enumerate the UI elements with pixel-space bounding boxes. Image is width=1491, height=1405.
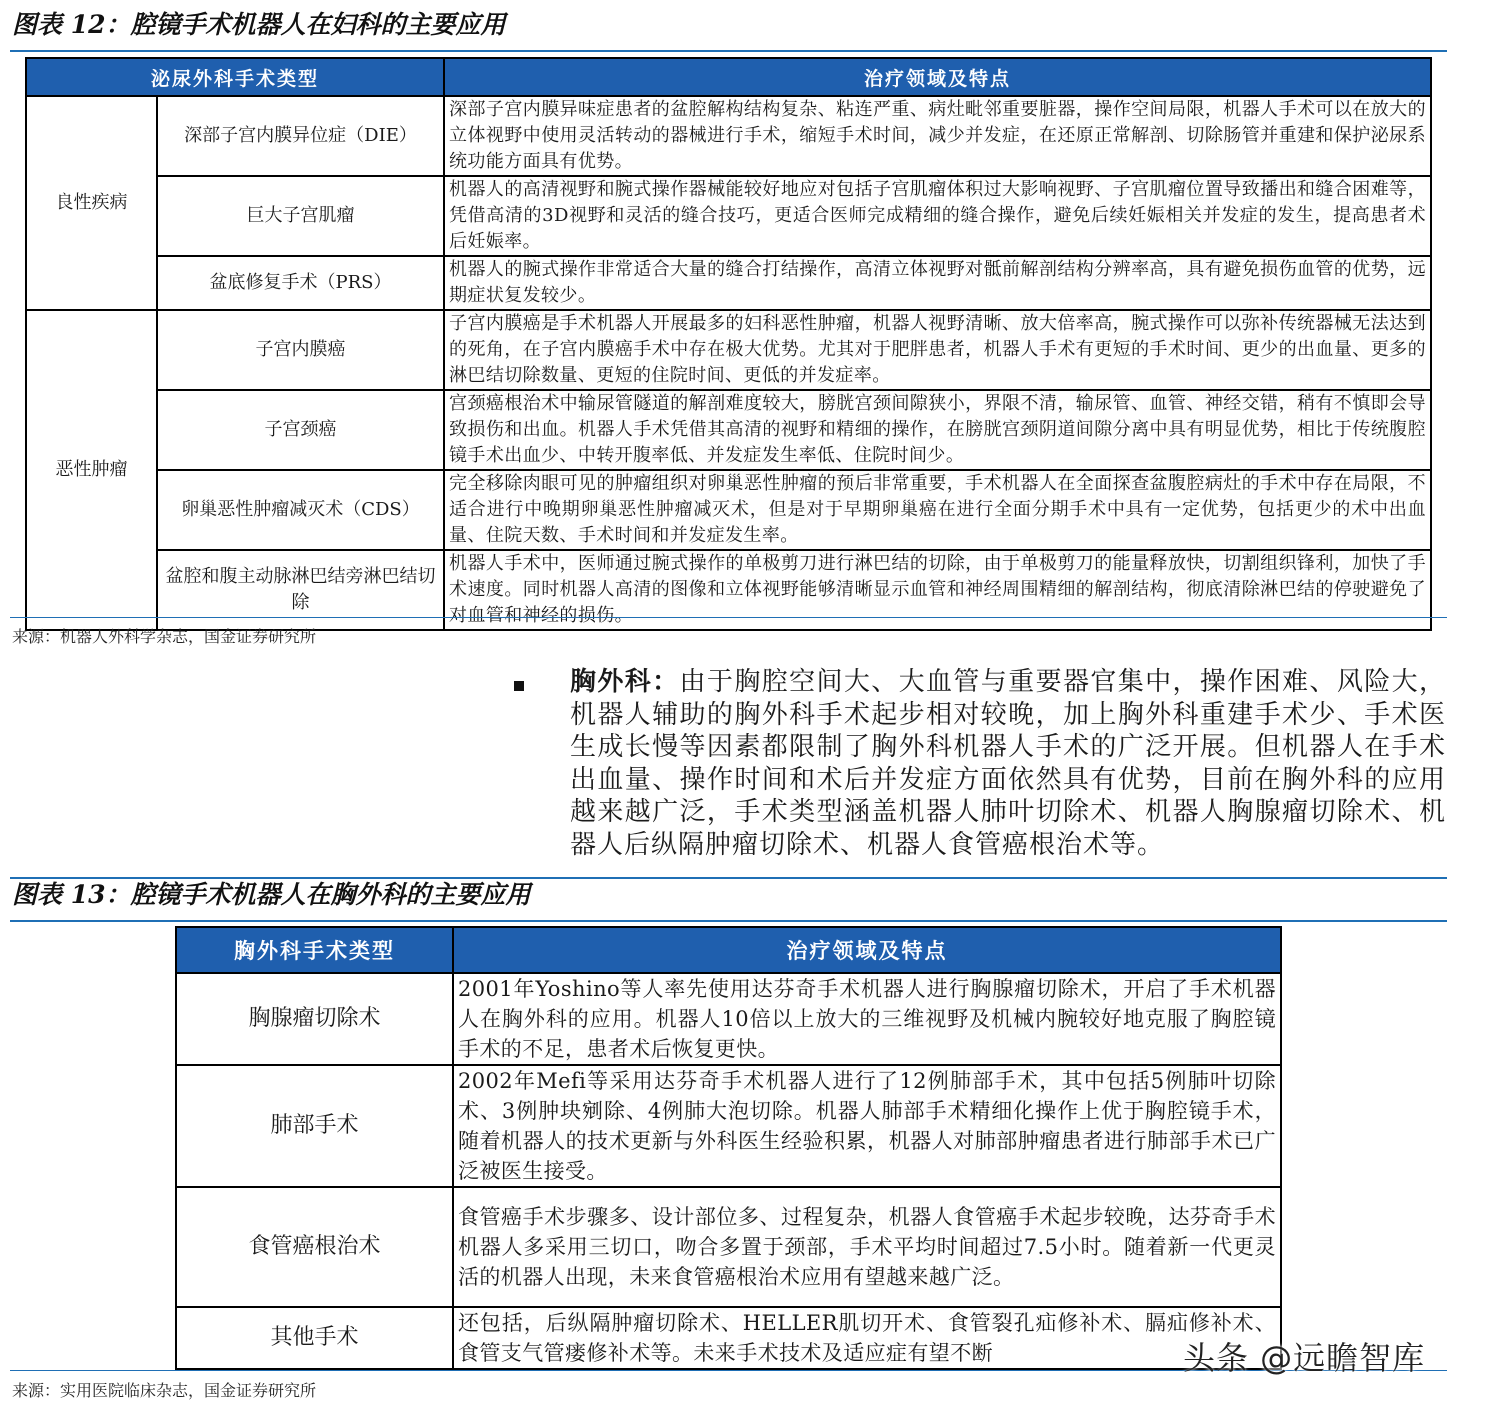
paragraph-text: 由于胸腔空间大、大血管与重要器官集中，操作困难、风险大，机器人辅助的胸外科手术起步相对较晚，加上胸外科重建手术少、手术医生成长慢等因素都限制了胸外科机器人手术的广泛开展。但机器人在手术出血量、操作时间和术后并发症方面依然具有优势，目前在胸外科的应用越来越广泛，手术类型涵盖机器人肺叶切除术、机器人胸腺瘤切除术、机器人后纵隔肿瘤切除术、机器人食管癌根治术等。 <box>570 667 1446 860</box>
category-benign: 良性疾病 <box>26 96 157 310</box>
surgery-name: 卵巢恶性肿瘤减灭术（CDS） <box>157 470 444 550</box>
table-header-features: 治疗领域及特点 <box>444 58 1431 96</box>
surgery-name: 盆底修复手术（PRS） <box>157 256 444 310</box>
surgery-name: 子宫颈癌 <box>157 390 444 470</box>
category-malignant: 恶性肿瘤 <box>26 310 157 630</box>
thoracic-paragraph <box>570 666 1446 861</box>
figure-12-bottom-rule <box>10 617 1447 618</box>
table-row <box>26 550 1431 630</box>
surgery-desc: 子宫内膜癌是手术机器人开展最多的妇科恶性肿瘤，机器人视野清晰、放大倍率高，腕式操作可以弥补传统器械无法达到的死角，在子宫内膜癌手术中存在极大优势。尤其对于肥胖患者，机器人手术有更短的手术时间、更少的出血量、更多的淋巴结切除数量、更短的住院时间、更低的并发症率。 <box>444 310 1431 390</box>
table-header-features: 治疗领域及特点 <box>453 927 1281 973</box>
table-row <box>176 1187 1281 1307</box>
surgery-desc: 2002年Mefi等采用达芬奇手术机器人进行了12例肺部手术，其中包括5例肺叶切除术、3例肿块剜除、4例肺大泡切除。机器人肺部手术精细化操作上优于胸腔镜手术，随着机器人的技术更新与外科医生经验积累，机器人对肺部肿瘤患者进行肺部手术已广泛被医生接受。 <box>453 1065 1281 1187</box>
figure-12-top-rule <box>10 50 1447 52</box>
surgery-desc: 机器人的腕式操作非常适合大量的缝合打结操作，高清立体视野对骶前解剖结构分辨率高，具有避免损伤血管的优势，远期症状复发较少。 <box>444 256 1431 310</box>
figure-12-source: 来源：机器人外科学杂志，国金证券研究所 <box>12 627 317 646</box>
surgery-desc: 完全移除肉眼可见的肿瘤组织对卵巢恶性肿瘤的预后非常重要，手术机器人在全面探查盆腹腔病灶的手术中存在局限，不适合进行中晚期卵巢恶性肿瘤减灭术，但是对于早期卵巢癌在进行全面分期手术中具有一定优势，包括更少的术中出血量、住院天数、手术时间和并发症发生率。 <box>444 470 1431 550</box>
figure-13-source: 来源：实用医院临床杂志，国金证券研究所 <box>12 1381 317 1400</box>
surgery-desc: 宫颈癌根治术中输尿管隧道的解剖难度较大，膀胱宫颈间隙狭小，界限不清，输尿管、血管、神经交错，稍有不慎即会导致损伤和出血。机器人手术凭借其高清的视野和精细的操作，在膀胱宫颈阴道间隙分离中具有明显优势，相比于传统腹腔镜手术出血少、中转开腹率低、并发症发生率低、住院时间少。 <box>444 390 1431 470</box>
watermark: 头条 @远瞻智库 <box>1183 1339 1426 1377</box>
table-row <box>176 1065 1281 1187</box>
table-row <box>26 470 1431 550</box>
surgery-name: 巨大子宫肌瘤 <box>157 176 444 256</box>
surgery-desc: 食管癌手术步骤多、设计部位多、过程复杂，机器人食管癌手术起步较晚，达芬奇手术机器人多采用三切口，吻合多置于颈部，手术平均时间超过7.5小时。随着新一代更灵活的机器人出现，未来食管癌根治术应用有望越来越广泛。 <box>453 1187 1281 1307</box>
figure-13-title: 图表 13：腔镜手术机器人在胸外科的主要应用 <box>12 880 531 909</box>
table-header-surgery-type: 泌尿外科手术类型 <box>26 58 444 96</box>
table-row <box>176 1307 1281 1369</box>
paragraph-lead: 胸外科： <box>570 667 680 697</box>
surgery-name: 深部子宫内膜异位症（DIE） <box>157 96 444 176</box>
surgery-desc: 2001年Yoshino等人率先使用达芬奇手术机器人进行胸腺瘤切除术，开启了手术机器人在胸外科的应用。机器人10倍以上放大的三维视野及机械内腕较好地克服了胸腔镜手术的不足，患者术后恢复更快。 <box>453 973 1281 1065</box>
surgery-desc: 机器人手术中，医师通过腕式操作的单极剪刀进行淋巴结的切除，由于单极剪刀的能量释放快，切割组织锋利，加快了手术速度。同时机器人高清的图像和立体视野能够清晰显示血管和神经周围精细的解剖结构，彻底清除淋巴结的停驶避免了对血管和神经的损伤。 <box>444 550 1431 630</box>
table-row <box>26 96 1431 176</box>
surgery-name: 其他手术 <box>176 1307 453 1369</box>
surgery-name: 盆腔和腹主动脉淋巴结旁淋巴结切除 <box>157 550 444 630</box>
figure-13-table <box>175 926 1282 1370</box>
figure-12-table <box>25 57 1432 631</box>
surgery-desc: 深部子宫内膜异味症患者的盆腔解构结构复杂、粘连严重、病灶毗邻重要脏器，操作空间局限，机器人手术可以在放大的立体视野中使用灵活转动的器械进行手术，缩短手术时间，减少并发症，在还原正常解剖、切除肠管并重建和保护泌尿系统功能方面具有优势。 <box>444 96 1431 176</box>
figure-13-top-rule <box>10 920 1447 922</box>
bullet-square-icon <box>514 681 524 691</box>
surgery-desc: 还包括，后纵隔肿瘤切除术、HELLER肌切开术、食管裂孔疝修补术、膈疝修补术、食管支气管瘘修补术等。未来手术技术及适应症有望不断 <box>453 1307 1281 1369</box>
table-row <box>26 310 1431 390</box>
table-header-surgery-type: 胸外科手术类型 <box>176 927 453 973</box>
figure-13-top-rule-upper <box>10 877 1447 879</box>
table-row <box>176 973 1281 1065</box>
table-row <box>26 390 1431 470</box>
surgery-desc: 机器人的高清视野和腕式操作器械能较好地应对包括子宫肌瘤体积过大影响视野、子宫肌瘤位置导致播出和缝合困难等，凭借高清的3D视野和灵活的缝合技巧，更适合医师完成精细的缝合操作，避免后续妊娠相关并发症的发生，提高患者术后妊娠率。 <box>444 176 1431 256</box>
surgery-name: 食管癌根治术 <box>176 1187 453 1307</box>
surgery-name: 胸腺瘤切除术 <box>176 973 453 1065</box>
surgery-name: 子宫内膜癌 <box>157 310 444 390</box>
table-row <box>26 176 1431 256</box>
table-row <box>26 256 1431 310</box>
figure-12-title: 图表 12：腔镜手术机器人在妇科的主要应用 <box>12 10 506 39</box>
surgery-name: 肺部手术 <box>176 1065 453 1187</box>
